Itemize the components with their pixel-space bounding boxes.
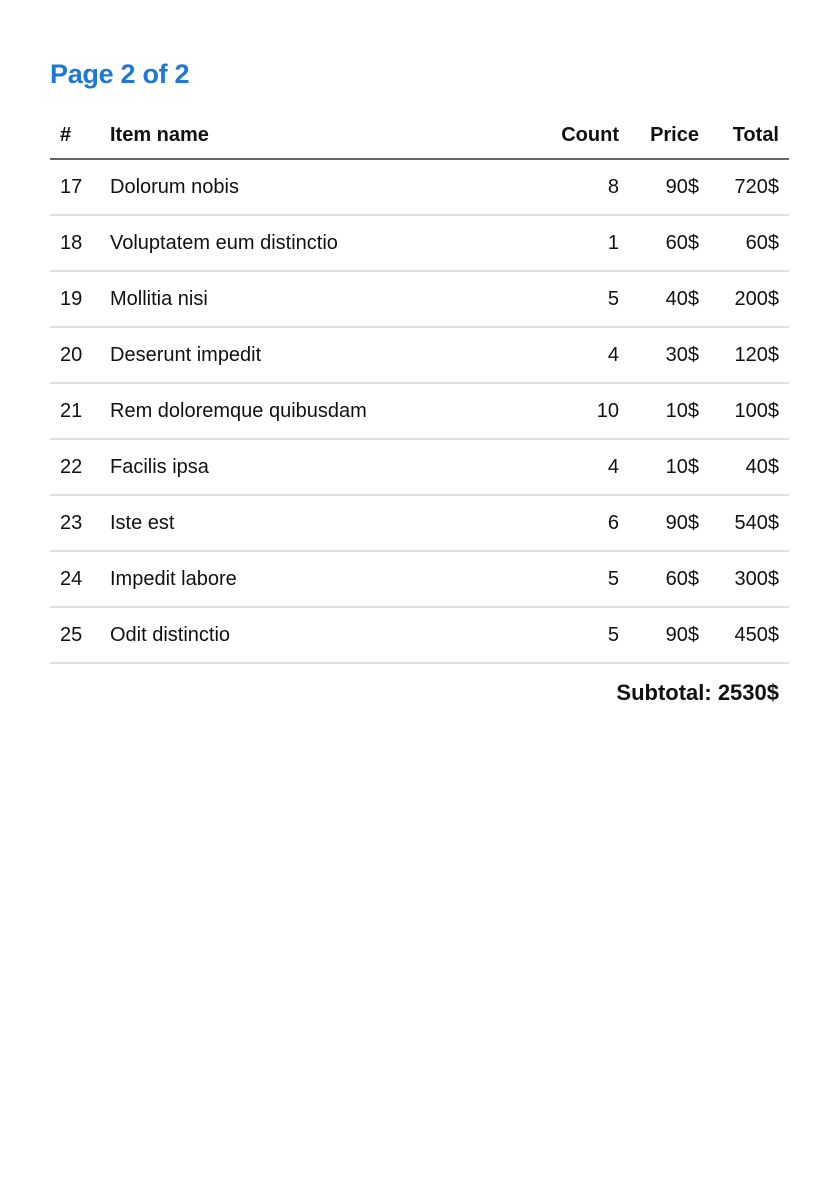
- cell-count: 1: [539, 215, 629, 271]
- cell-price: 30$: [629, 327, 709, 383]
- cell-item-name: Impedit labore: [100, 551, 539, 607]
- cell-index: 24: [50, 551, 100, 607]
- cell-index: 23: [50, 495, 100, 551]
- cell-count: 10: [539, 383, 629, 439]
- cell-index: 18: [50, 215, 100, 271]
- header-price: Price: [629, 112, 709, 159]
- cell-price: 10$: [629, 439, 709, 495]
- cell-total: 40$: [709, 439, 789, 495]
- cell-price: 90$: [629, 159, 709, 215]
- table-row: [50, 439, 789, 495]
- cell-price: 60$: [629, 215, 709, 271]
- cell-price: 60$: [629, 551, 709, 607]
- cell-total: 720$: [709, 159, 789, 215]
- cell-total: 450$: [709, 607, 789, 663]
- table-row: [50, 495, 789, 551]
- cell-count: 5: [539, 271, 629, 327]
- cell-total: 100$: [709, 383, 789, 439]
- cell-count: 5: [539, 607, 629, 663]
- cell-price: 10$: [629, 383, 709, 439]
- cell-count: 4: [539, 327, 629, 383]
- cell-price: 40$: [629, 271, 709, 327]
- cell-price: 90$: [629, 607, 709, 663]
- cell-index: 17: [50, 159, 100, 215]
- cell-index: 22: [50, 439, 100, 495]
- cell-price: 90$: [629, 495, 709, 551]
- cell-item-name: Facilis ipsa: [100, 439, 539, 495]
- table-header-row: [50, 112, 789, 159]
- cell-item-name: Odit distinctio: [100, 607, 539, 663]
- cell-count: 8: [539, 159, 629, 215]
- cell-item-name: Dolorum nobis: [100, 159, 539, 215]
- table-row: [50, 327, 789, 383]
- cell-item-name: Voluptatem eum distinctio: [100, 215, 539, 271]
- cell-count: 5: [539, 551, 629, 607]
- cell-item-name: Mollitia nisi: [100, 271, 539, 327]
- cell-index: 20: [50, 327, 100, 383]
- cell-total: 200$: [709, 271, 789, 327]
- cell-item-name: Deserunt impedit: [100, 327, 539, 383]
- cell-total: 120$: [709, 327, 789, 383]
- subtotal: Subtotal: 2530$: [616, 680, 779, 705]
- cell-total: 60$: [709, 215, 789, 271]
- page-title: Page 2 of 2: [50, 59, 190, 89]
- header-index: #: [50, 112, 100, 159]
- cell-index: 25: [50, 607, 100, 663]
- header-total: Total: [709, 112, 789, 159]
- cell-total: 540$: [709, 495, 789, 551]
- cell-item-name: Rem doloremque quibusdam: [100, 383, 539, 439]
- header-count: Count: [539, 112, 629, 159]
- table-row: [50, 271, 789, 327]
- cell-count: 4: [539, 439, 629, 495]
- table-row: [50, 607, 789, 663]
- cell-total: 300$: [709, 551, 789, 607]
- cell-item-name: Iste est: [100, 495, 539, 551]
- invoice-page: [50, 52, 789, 706]
- cell-count: 6: [539, 495, 629, 551]
- table-row: [50, 551, 789, 607]
- header-item-name: Item name: [100, 112, 539, 159]
- cell-index: 21: [50, 383, 100, 439]
- items-table: [50, 112, 789, 664]
- table-row: [50, 383, 789, 439]
- cell-index: 19: [50, 271, 100, 327]
- table-row: [50, 215, 789, 271]
- table-row: [50, 159, 789, 215]
